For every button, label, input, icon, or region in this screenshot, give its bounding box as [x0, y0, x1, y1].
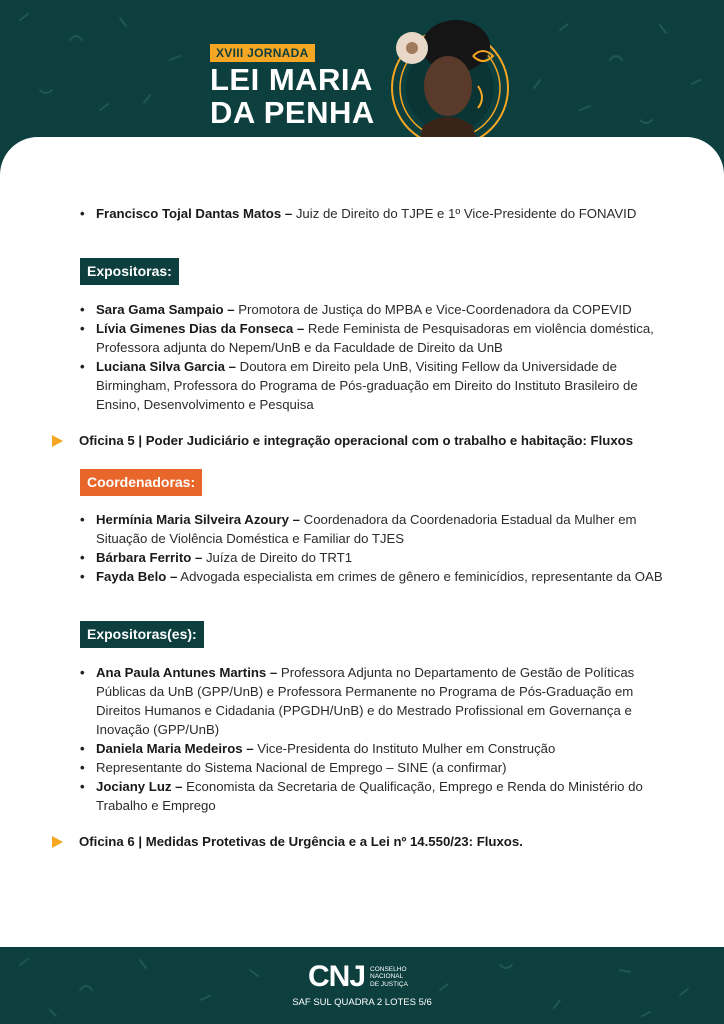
list-item: • Representante do Sistema Nacional de Emprego – SINE (a confirmar) — [80, 758, 670, 777]
top-list — [80, 204, 636, 223]
list-item: • Bárbara Ferrito – Juíza de Direito do TRT1 — [80, 548, 680, 567]
section-label-coordenadoras: Coordenadoras: — [80, 469, 202, 496]
section-label-expositoras-es: Expositoras(es): — [80, 621, 204, 648]
title-line-2: DA PENHA — [210, 95, 375, 130]
list-item: • Francisco Tojal Dantas Matos – Juiz de Direito do TJPE e 1º Vice-Presidente do FONAVID — [80, 204, 636, 223]
list-item: • Fayda Belo – Advogada especialista em crimes de gênero e feminicídios, representante da OAB — [80, 567, 680, 586]
section-label-expositoras: Expositoras: — [80, 258, 179, 285]
cnj-logo-mark: CNJ — [308, 960, 366, 993]
expositoras-es-list — [80, 663, 670, 815]
event-title — [210, 44, 375, 128]
list-item: • Sara Gama Sampaio – Promotora de Justiça do MPBA e Vice-Coordenadora da COPEVID — [80, 300, 680, 319]
list-item: • Hermínia Maria Silveira Azoury – Coordenadora da Coordenadoria Estadual da Mulher em Situação de Violência Doméstica e Familiar do TJES — [80, 510, 680, 548]
title-line-1: LEI MARIA — [210, 62, 373, 97]
list-item: • Luciana Silva Garcia – Doutora em Direito pela UnB, Visiting Fellow da Universidade de Birmingham, Professora do Programa de Pós-graduação em Direito do Instituto Brasileiro de Ensino, Desenvolvimento e Pesquisa — [80, 357, 680, 414]
list-item: • Jociany Luz – Economista da Secretaria de Qualificação, Emprego e Renda do Ministério do Trabalho e Emprego — [80, 777, 670, 815]
expositoras-list — [80, 300, 680, 414]
cnj-logo-subtitle: CONSELHO NACIONAL DE JUSTIÇA — [370, 965, 408, 988]
list-item: • Lívia Gimenes Dias da Fonseca – Rede Feminista de Pesquisadoras em violência doméstica, Professora adjunta do Nepem/UnB e da Faculdade de Direito da UnB — [80, 319, 680, 357]
play-arrow-icon — [52, 836, 63, 848]
play-arrow-icon — [52, 435, 63, 447]
coordenadoras-list — [80, 510, 680, 586]
list-item: • Daniela Maria Medeiros – Vice-Presidenta do Instituto Mulher em Construção — [80, 739, 670, 758]
footer-address: SAF SUL QUADRA 2 LOTES 5/6 — [292, 997, 432, 1008]
content-card — [0, 137, 724, 947]
oficina-6-heading: Oficina 6 | Medidas Protetivas de Urgência e a Lei nº 14.550/23: Fluxos. — [52, 834, 523, 849]
cnj-logo — [308, 960, 408, 994]
oficina-5-heading: Oficina 5 | Poder Judiciário e integração operacional com o trabalho e habitação: Fluxos — [52, 433, 633, 448]
edition-tag: XVIII JORNADA — [210, 44, 315, 62]
list-item: • Ana Paula Antunes Martins – Professora Adjunta no Departamento de Gestão de Políticas Públicas da UnB (GPP/UnB) e Professora Permanente no Programa de Pós-Graduação em Direitos Humanos e Cidadania (PPGDH/UnB) e do Mestrado Profissional em Governança e Inovação (GPP/UnB) — [80, 663, 670, 739]
